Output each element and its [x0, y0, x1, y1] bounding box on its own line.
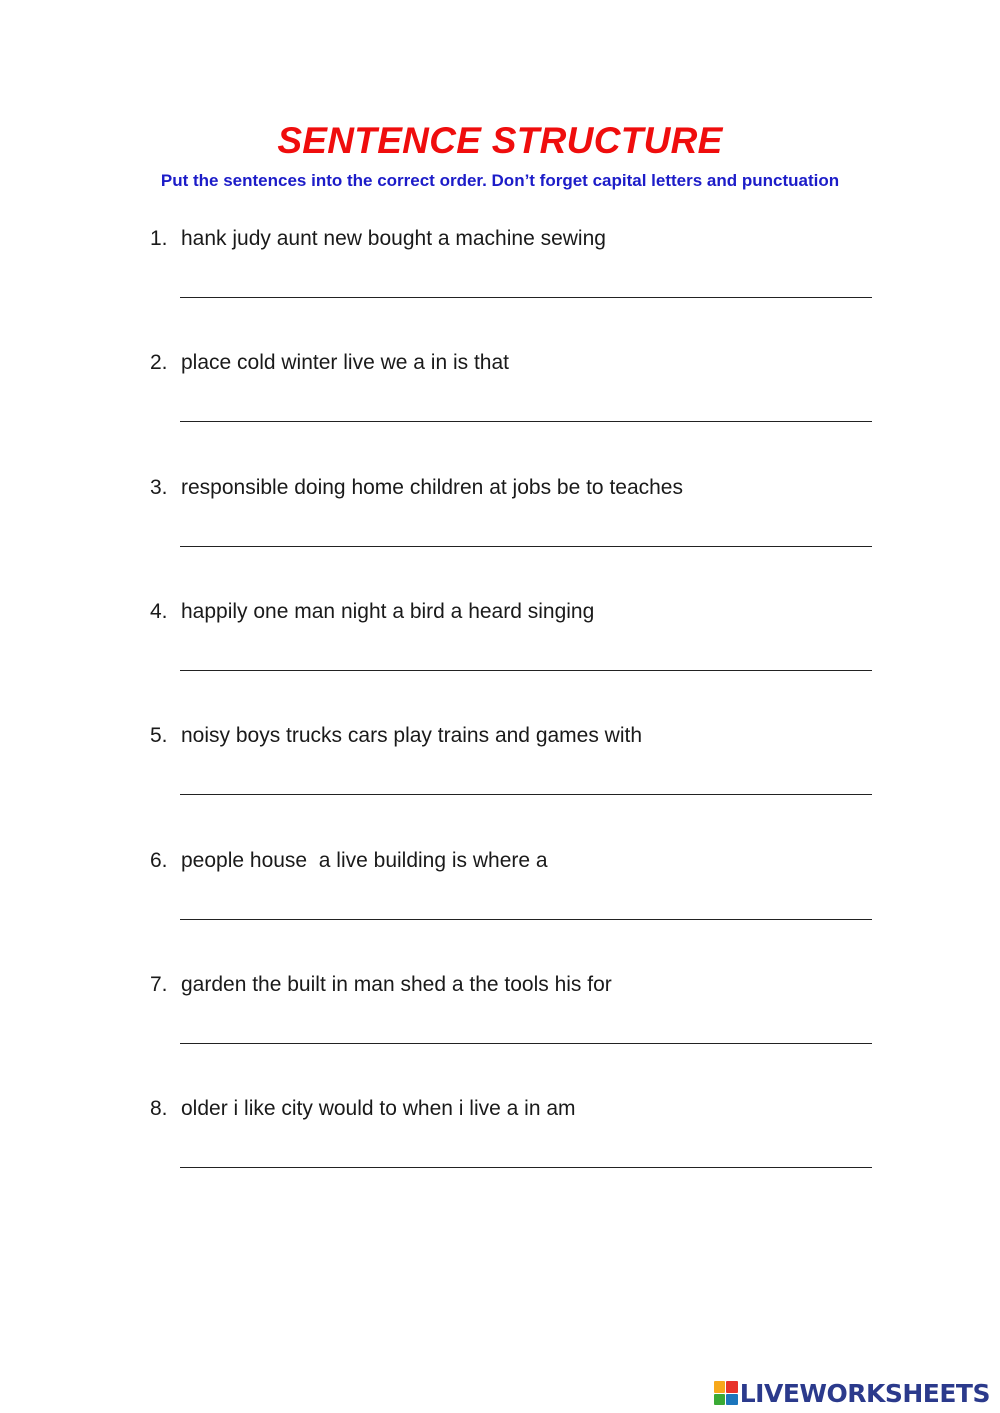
answer-line[interactable]	[180, 670, 872, 671]
scrambled-sentence: garden the built in man shed a the tools his for	[181, 973, 612, 996]
logo-squares-icon	[714, 1381, 738, 1405]
question-item	[150, 1095, 910, 1195]
liveworksheets-logo	[714, 1377, 990, 1409]
logo-square	[726, 1394, 738, 1406]
question-item	[150, 474, 910, 574]
worksheet-title: SENTENCE STRUCTURE	[277, 120, 723, 161]
question-number: 5.	[150, 724, 168, 747]
question-number: 2.	[150, 351, 168, 374]
answer-line[interactable]	[180, 1167, 872, 1168]
answer-line[interactable]	[180, 421, 872, 422]
question-number: 7.	[150, 973, 168, 996]
question-item	[150, 847, 910, 947]
logo-square	[726, 1381, 738, 1393]
answer-line[interactable]	[180, 1043, 872, 1044]
scrambled-sentence: people house a live building is where a	[181, 849, 548, 872]
question-item	[150, 349, 910, 449]
question-number: 1.	[150, 227, 168, 250]
answer-line[interactable]	[180, 297, 872, 298]
scrambled-sentence: older i like city would to when i live a in am	[181, 1097, 576, 1120]
question-item	[150, 971, 910, 1071]
scrambled-sentence: hank judy aunt new bought a machine sewing	[181, 227, 606, 250]
question-item	[150, 225, 910, 325]
question-number: 3.	[150, 476, 168, 499]
answer-line[interactable]	[180, 919, 872, 920]
question-item	[150, 598, 910, 698]
scrambled-sentence: place cold winter live we a in is that	[181, 351, 509, 374]
question-item	[150, 722, 910, 822]
scrambled-sentence: noisy boys trucks cars play trains and games with	[181, 724, 643, 747]
question-number: 4.	[150, 600, 168, 623]
logo-text: LIVEWORKSHEETS	[739, 1378, 990, 1408]
worksheet-instructions: Put the sentences into the correct order. Don’t forget capital letters and punctuation	[160, 171, 840, 190]
answer-line[interactable]	[180, 794, 872, 795]
question-number: 6.	[150, 849, 168, 872]
scrambled-sentence: responsible doing home children at jobs be to teaches	[181, 476, 683, 499]
logo-square	[714, 1381, 726, 1393]
question-number: 8.	[150, 1097, 168, 1120]
scrambled-sentence: happily one man night a bird a heard singing	[181, 600, 595, 623]
logo-square	[714, 1394, 726, 1406]
answer-line[interactable]	[180, 546, 872, 547]
